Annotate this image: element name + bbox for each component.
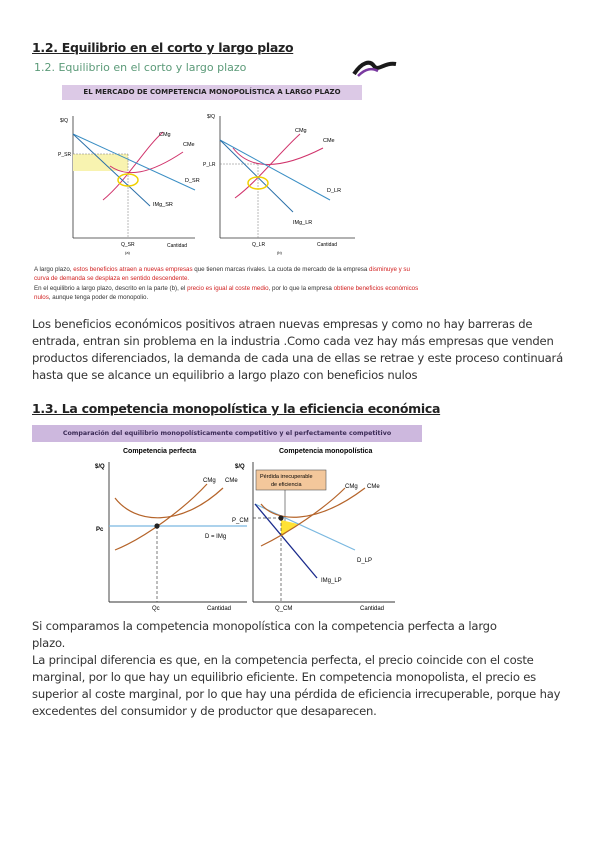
cme-label: CMe: [323, 138, 335, 144]
cme-label: CMe: [183, 142, 195, 148]
img-label: IMg_LP: [321, 578, 342, 584]
equilibrium-point: [278, 515, 283, 520]
graph-title: Competencia monopolística: [279, 448, 373, 455]
paragraph-efficiency: La principal diferencia es que, en la competencia perfecta, el precio coincide con el coste marginal, por lo que hay un equilibrio eficiente. En competencia monopolista, el precio es superior al coste marginal, por lo que hay una pérdida de eficiencia irrecuperable, porque hay excedentes del consumidor y de productor que desaparecen.: [32, 653, 561, 718]
cme-curve: [261, 488, 365, 517]
section-subtitle: 1.2. Equilibrio en el corto y largo plazo: [34, 61, 247, 74]
section-heading-eficiencia: 1.3. La competencia monopolística y la eficiencia económica: [32, 401, 441, 416]
profit-area: [73, 154, 128, 171]
quantity-label: Q_CM: [275, 606, 293, 612]
paragraph-zero-profit: Los beneficios económicos positivos atraen nuevas empresas y como no hay barreras de entrada, entran sin problema en la industria .Como cada vez hay más empresas que venden productos diferenciados, la demanda de cada una de ellas se retrae y este proceso continuará hasta que se alcance un equilibrio a largo plazo con beneficios nulos: [32, 317, 564, 382]
logo-icon: [352, 58, 398, 78]
demand-label: D_SR: [185, 178, 200, 184]
y-axis-label: $/Q: [60, 118, 69, 124]
quantity-label: Q_LR: [252, 242, 266, 248]
price-label: P_SR: [58, 152, 72, 158]
figure-note-long-run: A largo plazo, estos beneficios atraen a nuevas empresas que tienen marcas rivales. La cuota de mercado de la empresa disminuye y su curva de demanda se desplaza en sentido descendente.: [34, 266, 410, 282]
graph-long-run: [203, 114, 355, 255]
figure-title-banner: Comparación del equilibrio monopolísticamente competitivo y el perfectamente competitivo: [32, 425, 422, 442]
cme-label: CMe: [225, 478, 238, 484]
img-label: IMg_SR: [153, 202, 173, 208]
cmg-label: CMg: [159, 132, 171, 138]
box-line-2: de eficiencia: [271, 482, 302, 488]
long-run-market-figure: [55, 108, 370, 258]
img-label: IMg_LR: [293, 220, 313, 226]
demand-label: D_LR: [327, 188, 342, 194]
cmg-curve: [115, 484, 207, 550]
paragraph-comparison: Si comparamos la competencia monopolística con la competencia perfecta a largo plazo.: [32, 619, 497, 650]
x-axis-label: Cantidad: [167, 243, 188, 249]
quantity-label: Q_SR: [121, 242, 135, 248]
cmg-label: CMg: [345, 484, 358, 490]
x-axis-label: Cantidad: [207, 606, 232, 612]
x-axis-label: Cantidad: [360, 606, 385, 612]
figure-title-banner: EL MERCADO DE COMPETENCIA MONOPOLÍSTICA A LARGO PLAZO: [62, 85, 362, 100]
graph-short-run: [58, 116, 200, 255]
graph-title: Competencia perfecta: [123, 448, 197, 455]
y-axis-label: $/Q: [235, 464, 245, 470]
quantity-label: Qc: [152, 606, 160, 612]
price-label: P_LR: [203, 162, 216, 168]
panel-label: (a): [125, 250, 130, 255]
cme-label: CMe: [367, 484, 380, 490]
y-axis-label: $/Q: [207, 114, 216, 120]
demand-label: D = IMg: [205, 534, 227, 540]
cme-curve: [115, 488, 223, 518]
section-heading-equilibrio: 1.2. Equilibrio en el corto y largo plazo: [32, 40, 294, 55]
cmg-label: CMg: [295, 128, 307, 134]
panel-label: (b): [277, 250, 282, 255]
graph-perfect-competition: [95, 448, 247, 612]
price-label: Pc: [96, 527, 104, 533]
equilibrium-point: [154, 523, 159, 528]
price-label: P_CM: [232, 518, 249, 524]
demand-label: D_LP: [357, 558, 373, 564]
demand-curve: [255, 504, 355, 550]
x-axis-label: Cantidad: [317, 242, 338, 248]
demand-curve: [220, 140, 330, 200]
cmg-label: CMg: [203, 478, 216, 484]
img-curve: [255, 504, 317, 578]
figure-note-equilibrium: En el equilibrio a largo plazo, descrito en la parte (b), el precio es igual al coste medio, por lo que la empresa obtiene beneficios económicos nulos, aunque tenga poder de monopolio.: [34, 285, 419, 301]
graph-monopolistic-competition: [232, 448, 395, 612]
img-curve: [220, 140, 293, 212]
y-axis-label: $/Q: [95, 464, 105, 470]
box-line-1: Pérdida irrecuperable: [260, 474, 313, 480]
efficiency-comparison-figure: [95, 442, 450, 616]
